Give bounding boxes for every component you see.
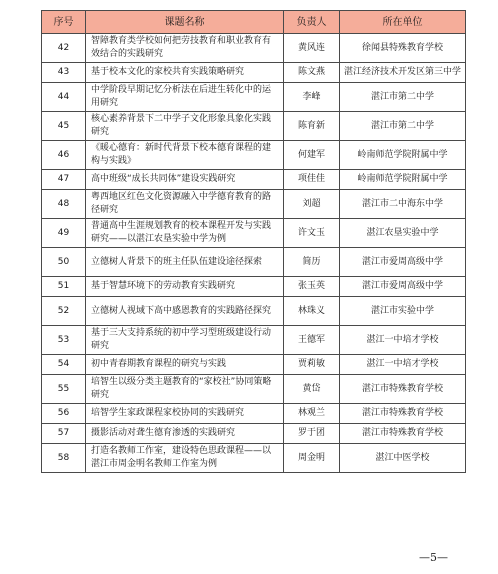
cell-person: 许文玉 (284, 219, 340, 248)
cell-unit: 湛江市爱周高级中学 (340, 248, 466, 277)
table-body (42, 34, 466, 473)
cell-num: 45 (42, 112, 86, 141)
table-row (42, 248, 466, 277)
cell-person: 张玉英 (284, 277, 340, 297)
cell-unit: 湛江农垦实验中学 (340, 219, 466, 248)
cell-unit: 湛江市特殊教育学校 (340, 424, 466, 444)
cell-title: 初中青春期教育课程的研究与实践 (86, 355, 284, 375)
table-row (42, 326, 466, 355)
cell-title: 打造名教师工作室，建设特色思政课程——以湛江市周金明名教师工作室为例 (86, 444, 284, 473)
cell-person: 黄岱 (284, 375, 340, 404)
cell-unit: 徐闻县特殊教育学校 (340, 34, 466, 63)
cell-num: 52 (42, 297, 86, 326)
table-row (42, 141, 466, 170)
cell-title: 基于校本文化的家校共育实践策略研究 (86, 63, 284, 83)
cell-unit: 湛江市第二中学 (340, 83, 466, 112)
cell-title: 高中班级“成长共同体”建设实践研究 (86, 170, 284, 190)
cell-title: 核心素养背景下二中学子文化形象具象化实践研究 (86, 112, 284, 141)
cell-title: 智障教育类学校如何把劳技教育和职业教育有效结合的实践研究 (86, 34, 284, 63)
cell-person: 简历 (284, 248, 340, 277)
cell-num: 47 (42, 170, 86, 190)
cell-num: 48 (42, 190, 86, 219)
table-row (42, 297, 466, 326)
table-row (42, 277, 466, 297)
table-row (42, 170, 466, 190)
table-row (42, 444, 466, 473)
cell-num: 51 (42, 277, 86, 297)
cell-unit: 湛江市爱周高级中学 (340, 277, 466, 297)
cell-person: 项佳佳 (284, 170, 340, 190)
table-row (42, 190, 466, 219)
header-person: 负责人 (284, 11, 340, 34)
cell-unit: 湛江经济技术开发区第三中学 (340, 63, 466, 83)
cell-unit: 湛江市特殊教育学校 (340, 375, 466, 404)
cell-title: 基于三大支持系统的初中学习型班级建设行动研究 (86, 326, 284, 355)
cell-person: 陈文燕 (284, 63, 340, 83)
table-row (42, 219, 466, 248)
cell-num: 55 (42, 375, 86, 404)
cell-title: 中学阶段早期记忆分析法在后进生转化中的运用研究 (86, 83, 284, 112)
cell-unit: 岭南师范学院附属中学 (340, 170, 466, 190)
cell-num: 57 (42, 424, 86, 444)
cell-num: 58 (42, 444, 86, 473)
cell-title: 立德树人视域下高中感恩教育的实践路径探究 (86, 297, 284, 326)
cell-unit: 湛江市第二中学 (340, 112, 466, 141)
table-row (42, 63, 466, 83)
cell-unit: 湛江一中培才学校 (340, 355, 466, 375)
cell-person: 周金明 (284, 444, 340, 473)
cell-unit: 湛江中医学校 (340, 444, 466, 473)
table-header-row (42, 11, 466, 34)
cell-title: 摄影活动对聋生德育渗透的实践研究 (86, 424, 284, 444)
cell-unit: 湛江市特殊教育学校 (340, 404, 466, 424)
cell-title: 基于智慧环境下的劳动教育实践研究 (86, 277, 284, 297)
cell-unit: 岭南师范学院附属中学 (340, 141, 466, 170)
cell-person: 刘超 (284, 190, 340, 219)
cell-person: 林观兰 (284, 404, 340, 424)
cell-title: 培智学生家政课程家校协同的实践研究 (86, 404, 284, 424)
header-num: 序号 (42, 11, 86, 34)
table-row (42, 375, 466, 404)
cell-num: 43 (42, 63, 86, 83)
cell-person: 黄风连 (284, 34, 340, 63)
table-row (42, 355, 466, 375)
table-row (42, 112, 466, 141)
cell-num: 44 (42, 83, 86, 112)
cell-num: 50 (42, 248, 86, 277)
cell-title: 普通高中生涯规划教育的校本课程开发与实践研究——以湛江农垦实验中学为例 (86, 219, 284, 248)
cell-num: 56 (42, 404, 86, 424)
cell-title: 《暖心德育：新时代背景下校本德育课程的建构与实践》 (86, 141, 284, 170)
cell-unit: 湛江一中培才学校 (340, 326, 466, 355)
cell-person: 罗于团 (284, 424, 340, 444)
cell-unit: 湛江市实验中学 (340, 297, 466, 326)
header-unit: 所在单位 (340, 11, 466, 34)
page-number: —5— (419, 551, 448, 564)
cell-title: 粤西地区红色文化资源融入中学德育教育的路径研究 (86, 190, 284, 219)
header-title: 课题名称 (86, 11, 284, 34)
table-row (42, 424, 466, 444)
table-row (42, 34, 466, 63)
cell-person: 何建军 (284, 141, 340, 170)
cell-num: 46 (42, 141, 86, 170)
cell-person: 贾莉敏 (284, 355, 340, 375)
table-row (42, 83, 466, 112)
cell-num: 49 (42, 219, 86, 248)
cell-num: 42 (42, 34, 86, 63)
cell-person: 李峰 (284, 83, 340, 112)
cell-person: 陈育新 (284, 112, 340, 141)
cell-title: 培智生以级分类主题教育的“家校社”协同策略研究 (86, 375, 284, 404)
cell-unit: 湛江市二中海东中学 (340, 190, 466, 219)
table-row (42, 404, 466, 424)
project-table (41, 10, 466, 473)
cell-person: 林珠义 (284, 297, 340, 326)
cell-num: 54 (42, 355, 86, 375)
cell-person: 王德军 (284, 326, 340, 355)
cell-num: 53 (42, 326, 86, 355)
cell-title: 立德树人背景下的班主任队伍建设途径探索 (86, 248, 284, 277)
